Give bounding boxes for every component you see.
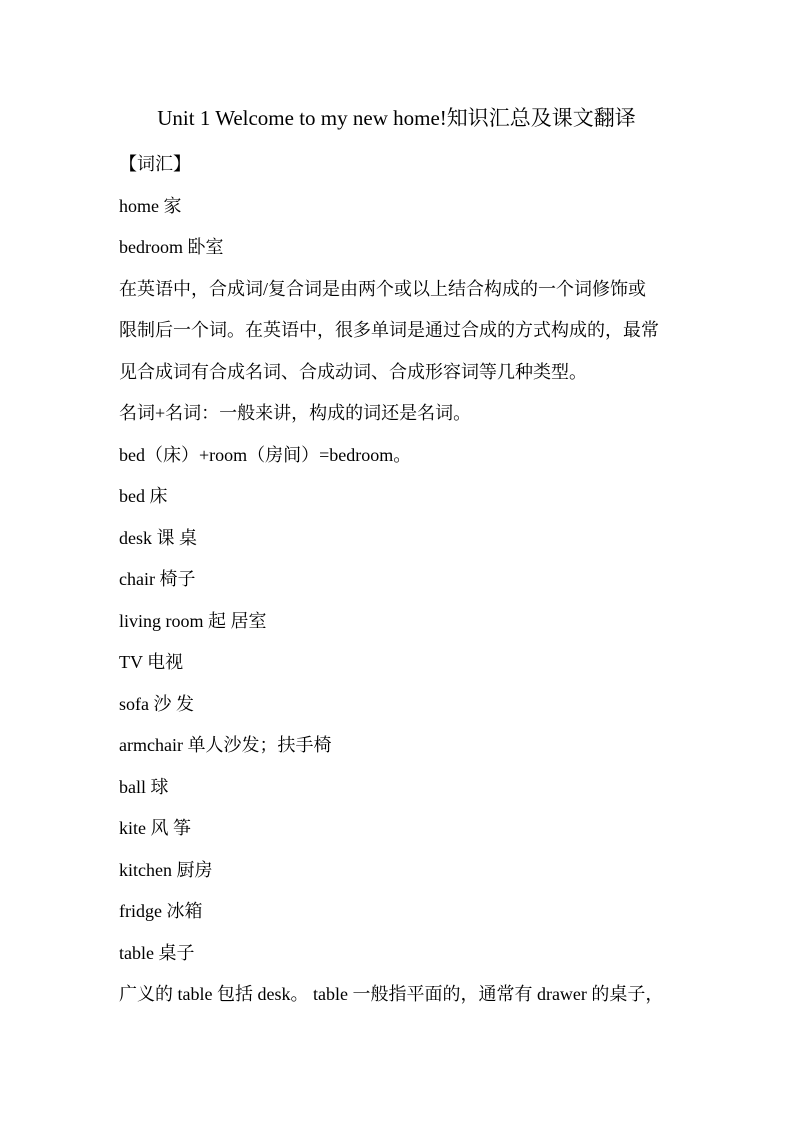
- vocab-line-sofa: sofa 沙 发: [119, 693, 194, 714]
- vocab-line-tv: TV 电视: [119, 652, 184, 672]
- vocab-line-chair: chair 椅子: [119, 569, 196, 589]
- section-heading: 【词汇】: [119, 154, 191, 174]
- vocab-line-kitchen: kitchen 厨房: [119, 859, 213, 880]
- vocab-line-armchair: armchair 单人沙发；扶手椅: [119, 735, 332, 755]
- paragraph-line: 限制后一个词。在英语中，很多单词是通过合成的方式构成的，最常: [119, 320, 659, 340]
- paragraph-line: 见合成词有合成名词、合成动词、合成形容词等几种类型。: [119, 361, 587, 382]
- vocab-line-fridge: fridge 冰箱: [119, 901, 203, 921]
- paragraph-line: 广义的 table 包括 desk。 table 一般指平面的，通常有 drawer 的桌子，: [119, 984, 664, 1004]
- paragraph-line: 名词+名词：一般来讲，构成的词还是名词。: [119, 403, 472, 423]
- vocab-line-kite: kite 风 筝: [119, 818, 191, 838]
- document-body: [119, 144, 689, 1016]
- vocab-line-bedroom: bedroom 卧室: [119, 237, 224, 257]
- paragraph-line: bed（床）+room（房间）=bedroom。: [119, 444, 412, 465]
- vocab-line-ball: ball 球: [119, 776, 169, 797]
- paragraph-line: 在英语中，合成词/复合词是由两个或以上结合构成的一个词修饰或: [119, 278, 646, 299]
- vocab-line-table: table 桌子: [119, 942, 195, 963]
- vocab-line-desk: desk 课 桌: [119, 527, 197, 548]
- vocab-line-home: home 家: [119, 195, 182, 216]
- document-title: Unit 1 Welcome to my new home!知识汇总及课文翻译: [157, 106, 636, 130]
- vocab-line-living-room: living room 起 居室: [119, 610, 267, 631]
- vocab-line-bed: bed 床: [119, 486, 168, 506]
